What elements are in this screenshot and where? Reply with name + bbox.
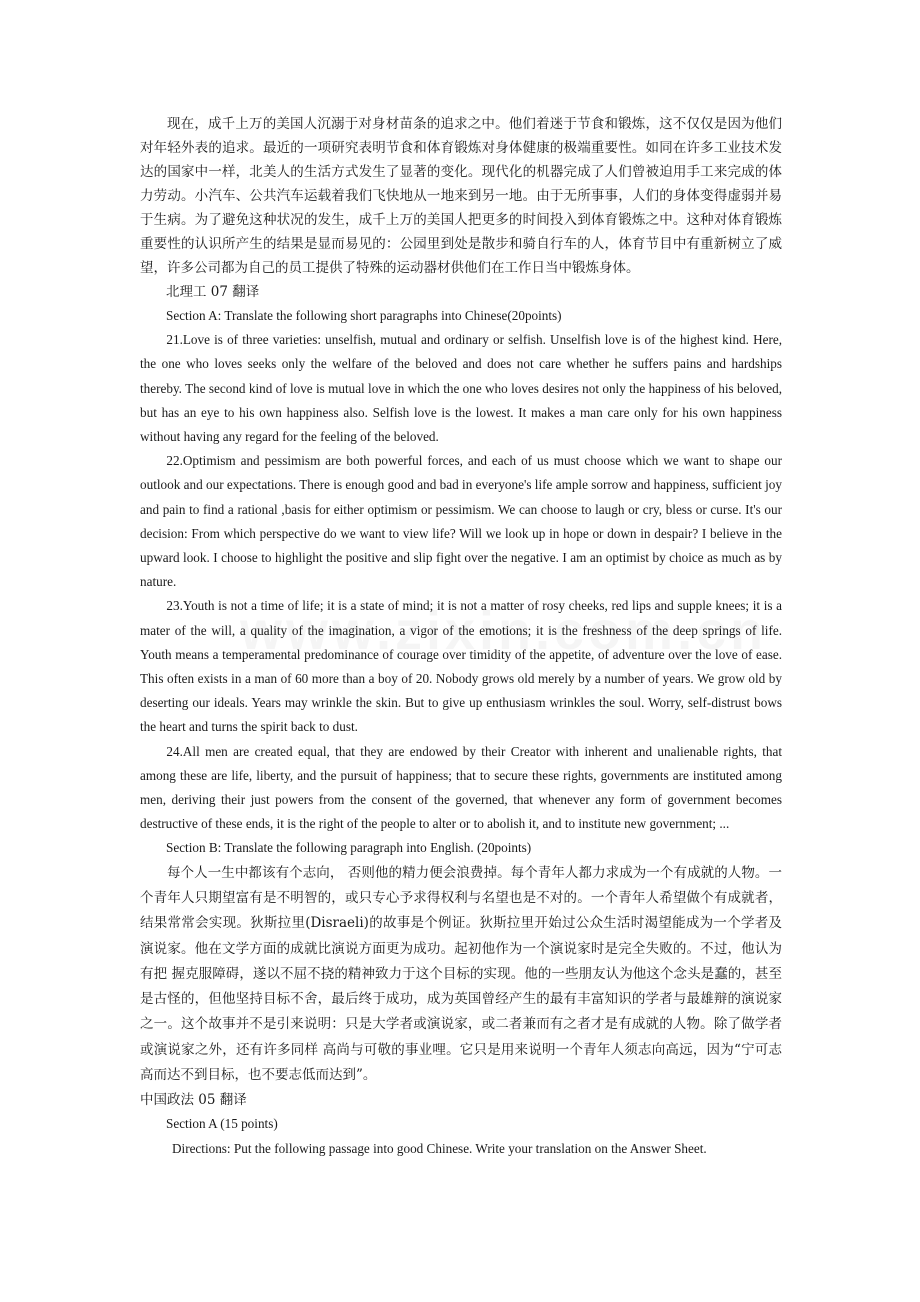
section-b-paragraph: 每个人一生中都该有个志向， 否则他的精力便会浪费掉。每个青年人都力求成为一个有成就的人物。一个青年人只期望富有是不明智的，或只专心予求得权利与名望也是不对的。一个青年人希望做个有成就者，结果常常会实现。狄斯拉里(Disraeli)的故事是个例证。狄斯拉里开始过公众生活时渴望能成为一个学者及演说家。他在文学方面的成就比演说方面更为成功。起初他作为一个演说家时是完全失败的。不过，他认为有把 握克服障碍，遂以不屈不挠的精神致力于这个目标的实现。他的一些朋友认为他这个念头是蠢的，甚至是古怪的，但他坚持目标不舍，最后终于成功，成为英国曾经产生的最有丰富知识的学者与最雄辩的演说家之一。这个故事并不是引来说明：只是大学者或演说家，或二者兼而有之者才是有成就的人物。除了做学者或演说家之外，还有许多同样 高尚与可敬的事业哩。它只是用来说明一个青年人须志向高远，因为“宁可志高而达不到目标，也不要志低而达到”。 xyxy=(140,864,782,1084)
document-page xyxy=(140,0,782,1161)
exam-heading-cupl-05: 中国政法 05 翻译 xyxy=(140,1092,247,1109)
paragraph-23: 23.Youth is not a time of life; it is a state of mind; it is not a matter of rosy cheeks, red lips and supple knees; it is a mater of the will, a quality of the imagination, a vigor of the emotions; it is the freshness of the deep springs of life. Youth means a temperamental predominance of courage over timidity of the appetite, of adventure over the love of ease. This often exists in a man of 60 more than a boy of 20. Nobody grows old merely by a number of years. We grow old by deserting our ideals. Years may wrinkle the skin. But to give up enthusiasm wrinkles the soul. Worry, self-distrust bows the heart and turns the spirit back to dust. xyxy=(140,598,782,735)
section-a2-heading: Section A (15 points) xyxy=(166,1116,278,1132)
paragraph-22: 22.Optimism and pessimism are both powerful forces, and each of us must choose which we want to shape our outlook and our expectations. There is enough good and bad in everyone's life ample sorrow and happiness, sufficient joy and pain to find a rational ,basis for either optimism or pessimism. We can choose to laugh or cry, bless or curse. It's our decision: From which perspective do we want to view life? Will we look up in hope or down in despair? I believe in the upward look. I choose to highlight the positive and slip fight over the negative. I am an optimist by choice as much as by nature. xyxy=(140,453,782,590)
section-b-heading: Section B: Translate the following paragraph into English. (20points) xyxy=(166,840,532,856)
exam-heading-bit-07: 北理工 07 翻译 xyxy=(166,284,260,300)
section-a-heading: Section A: Translate the following short paragraphs into Chinese(20points) xyxy=(166,308,562,323)
paragraph-24: 24.All men are created equal, that they are endowed by their Creator with inherent and unalienable rights, that among these are life, liberty, and the pursuit of happiness; that to secure these rights, governments are instituted among men, deriving their just powers from the consent of the governed, that whenever any form of government becomes destructive of these ends, it is the right of the people to alter or to abolish it, and to institute new government; ... xyxy=(140,743,782,832)
paragraph-21: 21.Love is of three varieties: unselfish, mutual and ordinary or selfish. Unselfish love is of the highest kind. Here, the one who loves seeks only the welfare of the beloved and does not care whether he suffers pains and hardships thereby. The second kind of love is mutual love in which the one who loves desires not only the happiness of his beloved, but has an eye to his own happiness also. Selfish love is the lowest. It makes a man care only for his own happiness without having any regard for the feeling of the beloved. xyxy=(140,332,782,445)
directions-text: Directions: Put the following passage into good Chinese. Write your translation on the Answer Sheet. xyxy=(172,1140,707,1156)
intro-paragraph: 现在，成千上万的美国人沉溺于对身材苗条的追求之中。他们着迷于节食和锻炼，这不仅仅是因为他们对年轻外表的追求。最近的一项研究表明节食和体育锻炼对身体健康的极端重要性。如同在许多工业技术发达的国家中一样，北美人的生活方式发生了显著的变化。现代化的机器完成了人们曾被迫用手工来完成的体力劳动。小汽车、公共汽车运载着我们飞快地从一地来到另一地。由于无所事事，人们的身体变得虚弱并易于生病。为了避免这种状况的发生，成千上万的美国人把更多的时间投入到体育锻炼之中。这种对体育锻炼重要性的认识所产生的结果是显而易见的：公园里到处是散步和骑自行车的人，体育节目中有重新树立了威望，许多公司都为自己的员工提供了特殊的运动器材供他们在工作日当中锻炼身体。 xyxy=(140,116,782,276)
